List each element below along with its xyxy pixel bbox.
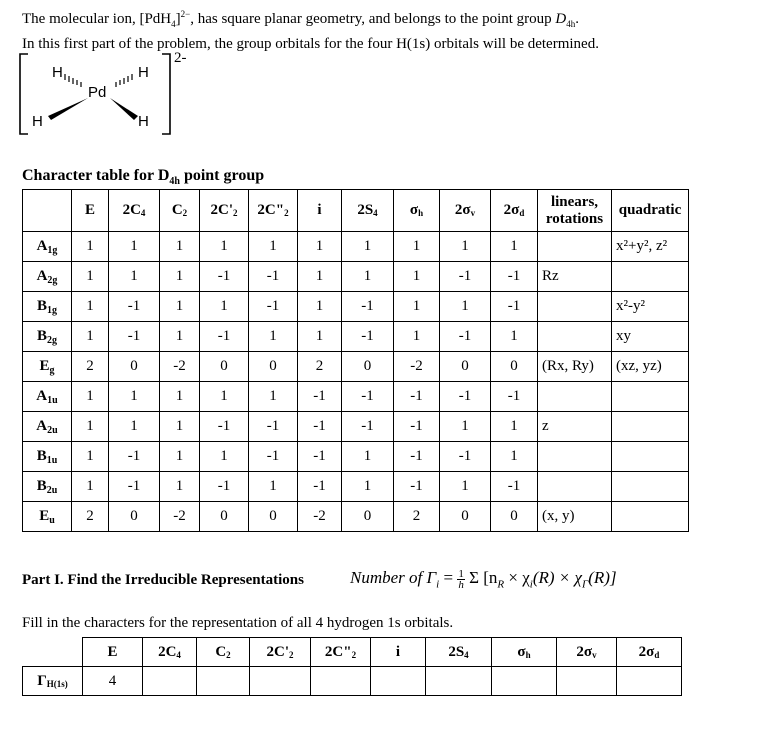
character-cell: -1 (491, 292, 538, 322)
character-cell: -1 (342, 322, 394, 352)
character-cell: 1 (440, 292, 491, 322)
rep-header-E: E (83, 638, 143, 667)
character-cell: 1 (109, 232, 160, 262)
part1-instruction: Fill in the characters for the representation of all 4 hydrogen 1s orbitals. (22, 615, 454, 631)
rep-header-2C4: 2C4 (143, 638, 197, 667)
part1-title: Part I. Find the Irreducible Representations (22, 572, 304, 588)
rep-cell-C2[interactable] (197, 667, 250, 696)
rep-cell-2C'2[interactable] (250, 667, 311, 696)
representation-table (22, 637, 682, 696)
rep-header-sigma-h: σh (492, 638, 557, 667)
character-cell: 1 (298, 292, 342, 322)
quadratic-cell (612, 502, 689, 532)
representation-gamma-row (23, 667, 682, 696)
character-cell: 1 (249, 382, 298, 412)
character-table-row (23, 322, 689, 352)
irrep-label: $A_{1g}$ (23, 232, 72, 262)
header-2C4: 2C4 (109, 190, 160, 232)
linear-rotation-cell (538, 292, 612, 322)
character-table-row (23, 412, 689, 442)
character-cell: 1 (249, 322, 298, 352)
character-table-title: Character table for $D_{4h}$ point group (22, 167, 265, 188)
header-sigma-h: σh (394, 190, 440, 232)
header-E: E (72, 190, 109, 232)
linear-rotation-cell (538, 382, 612, 412)
character-cell: 1 (160, 262, 200, 292)
character-cell: 1 (160, 472, 200, 502)
character-cell: -2 (160, 352, 200, 382)
header-i: i (298, 190, 342, 232)
character-cell: 0 (249, 352, 298, 382)
character-table-row (23, 232, 689, 262)
character-cell: 1 (298, 322, 342, 352)
character-cell: 1 (491, 412, 538, 442)
rep-cell-i[interactable] (371, 667, 426, 696)
character-cell: -1 (298, 382, 342, 412)
linear-rotation-cell: Rz (538, 262, 612, 292)
character-cell: 0 (249, 502, 298, 532)
character-cell: 1 (72, 442, 109, 472)
character-cell: 1 (72, 412, 109, 442)
character-cell: 1 (394, 262, 440, 292)
quadratic-cell: x²+y², z² (612, 232, 689, 262)
character-table-row (23, 382, 689, 412)
irrep-label: $B_{1u}$ (23, 442, 72, 472)
character-cell: -1 (342, 412, 394, 442)
character-cell: 1 (342, 442, 394, 472)
character-cell: 1 (160, 322, 200, 352)
rep-cell-E[interactable]: 4 (83, 667, 143, 696)
h-atom-upper-left: H (52, 64, 63, 81)
rep-cell-sigma-h[interactable] (492, 667, 557, 696)
character-cell: -1 (249, 442, 298, 472)
intro-line-1: The molecular ion, $[PdH_4]^{2-}$, has square planar geometry, and belongs to the point group $D_{4h}$. (22, 9, 579, 29)
irrep-label: $E_g$ (23, 352, 72, 382)
rep-header-2S4: 2S4 (426, 638, 492, 667)
character-cell: 1 (440, 232, 491, 262)
character-cell: 1 (160, 382, 200, 412)
character-table-row (23, 502, 689, 532)
rep-row-label: ΓH(1s) (23, 667, 83, 696)
rep-cell-2S4[interactable] (426, 667, 492, 696)
character-cell: -1 (491, 262, 538, 292)
character-cell: 1 (491, 442, 538, 472)
character-cell: 0 (200, 502, 249, 532)
character-cell: -1 (491, 472, 538, 502)
header-2C'2: 2C'2 (200, 190, 249, 232)
irreducible-formula: Number of $\Gamma_i$ = $\frac{1}{h}$ Σ $[n_R \times \chi_i(R) \times \chi_\Gamma(R)]$ (350, 567, 617, 591)
irrep-label: $B_{1g}$ (23, 292, 72, 322)
character-cell: -1 (200, 262, 249, 292)
character-cell: 2 (72, 502, 109, 532)
quadratic-cell (612, 412, 689, 442)
linear-rotation-cell (538, 322, 612, 352)
character-cell: 2 (394, 502, 440, 532)
character-cell: 1 (109, 262, 160, 292)
character-cell: -1 (109, 472, 160, 502)
linear-rotation-cell (538, 472, 612, 502)
character-table-row (23, 262, 689, 292)
character-cell: -2 (298, 502, 342, 532)
quadratic-cell: x²-y² (612, 292, 689, 322)
character-cell: 1 (109, 382, 160, 412)
character-table-row (23, 352, 689, 382)
character-cell: -1 (394, 382, 440, 412)
irrep-label: $A_{1u}$ (23, 382, 72, 412)
character-cell: 1 (109, 412, 160, 442)
character-cell: 1 (298, 262, 342, 292)
character-cell: 1 (160, 232, 200, 262)
character-cell: -1 (394, 442, 440, 472)
character-cell: 2 (298, 352, 342, 382)
character-table-header-row (23, 190, 689, 232)
header-2sigma-d: 2σd (491, 190, 538, 232)
rep-cell-2C''2[interactable] (311, 667, 371, 696)
header-quadratic: quadratic (612, 190, 689, 232)
character-cell: -1 (394, 472, 440, 502)
character-cell: -1 (249, 292, 298, 322)
character-cell: 0 (342, 502, 394, 532)
quadratic-cell: (xz, yz) (612, 352, 689, 382)
quadratic-cell (612, 442, 689, 472)
rep-header-2sigma-v: 2σv (557, 638, 617, 667)
character-cell: 1 (491, 232, 538, 262)
header-blank (23, 190, 72, 232)
rep-header-2C''2: 2C"2 (311, 638, 371, 667)
character-cell: 1 (200, 232, 249, 262)
character-cell: -2 (160, 502, 200, 532)
character-cell: 1 (200, 382, 249, 412)
character-cell: -1 (440, 442, 491, 472)
rep-header-2C'2: 2C'2 (250, 638, 311, 667)
irrep-label: $B_{2g}$ (23, 322, 72, 352)
irrep-label: $B_{2u}$ (23, 472, 72, 502)
character-cell: -1 (200, 472, 249, 502)
character-cell: 0 (440, 502, 491, 532)
character-table-row (23, 292, 689, 322)
character-cell: 1 (249, 472, 298, 502)
quadratic-cell: xy (612, 322, 689, 352)
character-cell: 1 (72, 322, 109, 352)
character-cell: -1 (342, 382, 394, 412)
character-cell: -1 (491, 382, 538, 412)
header-C2: C2 (160, 190, 200, 232)
character-cell: -1 (298, 442, 342, 472)
character-cell: -1 (109, 322, 160, 352)
formula-fraction: $\frac{1}{h}$ (458, 567, 464, 591)
linear-rotation-cell (538, 232, 612, 262)
irrep-label: $A_{2u}$ (23, 412, 72, 442)
linear-rotation-cell: z (538, 412, 612, 442)
header-linears: linears, rotations (538, 190, 612, 232)
character-cell: 0 (200, 352, 249, 382)
character-cell: 1 (342, 232, 394, 262)
ion-charge: 2- (174, 50, 187, 66)
character-cell: -1 (200, 412, 249, 442)
character-cell: -1 (440, 262, 491, 292)
structure-bonds-icon (14, 52, 214, 164)
character-cell: 1 (160, 412, 200, 442)
h-atom-lower-left: H (32, 113, 43, 130)
character-cell: 1 (72, 292, 109, 322)
irrep-label: $A_{2g}$ (23, 262, 72, 292)
intro-line-2: In this first part of the problem, the group orbitals for the four H(1s) orbitals will be determined. (22, 36, 599, 52)
character-cell: 1 (491, 322, 538, 352)
rep-header-2sigma-d: 2σd (617, 638, 682, 667)
linear-rotation-cell (538, 442, 612, 472)
rep-cell-2sigma-d[interactable] (617, 667, 682, 696)
character-cell: 1 (249, 232, 298, 262)
header-2S4: 2S4 (342, 190, 394, 232)
intro-text (22, 4, 599, 54)
character-cell: 1 (342, 472, 394, 502)
character-cell: 1 (342, 262, 394, 292)
character-table (22, 189, 689, 532)
character-cell: 1 (72, 262, 109, 292)
header-2sigma-v: 2σv (440, 190, 491, 232)
character-cell: 1 (200, 292, 249, 322)
character-table-body (23, 232, 689, 532)
header-2C''2: 2C"2 (249, 190, 298, 232)
character-cell: -2 (394, 352, 440, 382)
character-cell: 0 (109, 352, 160, 382)
character-cell: 1 (440, 472, 491, 502)
rep-header-blank (23, 638, 83, 667)
character-cell: -1 (440, 322, 491, 352)
quadratic-cell (612, 262, 689, 292)
linear-rotation-cell: (Rx, Ry) (538, 352, 612, 382)
representation-header-row (23, 638, 682, 667)
character-table-row (23, 442, 689, 472)
character-cell: 1 (72, 232, 109, 262)
character-cell: -1 (440, 382, 491, 412)
character-cell: 2 (72, 352, 109, 382)
irrep-label: $E_u$ (23, 502, 72, 532)
character-cell: -1 (249, 412, 298, 442)
quadratic-cell (612, 472, 689, 502)
character-cell: 1 (160, 292, 200, 322)
h-atom-upper-right: H (138, 64, 149, 81)
character-cell: -1 (298, 412, 342, 442)
character-cell: 1 (394, 232, 440, 262)
character-table-row (23, 472, 689, 502)
pd-atom: Pd (88, 84, 107, 101)
character-cell: 1 (72, 382, 109, 412)
character-cell: -1 (200, 322, 249, 352)
character-cell: 0 (440, 352, 491, 382)
h-atom-lower-right: H (138, 113, 149, 130)
rep-cell-2C4[interactable] (143, 667, 197, 696)
character-cell: 1 (440, 412, 491, 442)
character-cell: 0 (491, 352, 538, 382)
character-cell: 1 (394, 322, 440, 352)
character-cell: 0 (342, 352, 394, 382)
character-cell: -1 (249, 262, 298, 292)
character-cell: 1 (200, 442, 249, 472)
rep-header-C2: C2 (197, 638, 250, 667)
character-cell: -1 (394, 412, 440, 442)
character-cell: 1 (394, 292, 440, 322)
quadratic-cell (612, 382, 689, 412)
character-cell: -1 (109, 442, 160, 472)
character-cell: 1 (72, 472, 109, 502)
character-cell: 0 (491, 502, 538, 532)
character-cell: 0 (109, 502, 160, 532)
linear-rotation-cell: (x, y) (538, 502, 612, 532)
character-cell: -1 (109, 292, 160, 322)
pdh4-structure (14, 52, 214, 164)
character-cell: -1 (342, 292, 394, 322)
character-cell: -1 (298, 472, 342, 502)
character-cell: 1 (160, 442, 200, 472)
rep-header-i: i (371, 638, 426, 667)
character-cell: 1 (298, 232, 342, 262)
rep-cell-2sigma-v[interactable] (557, 667, 617, 696)
